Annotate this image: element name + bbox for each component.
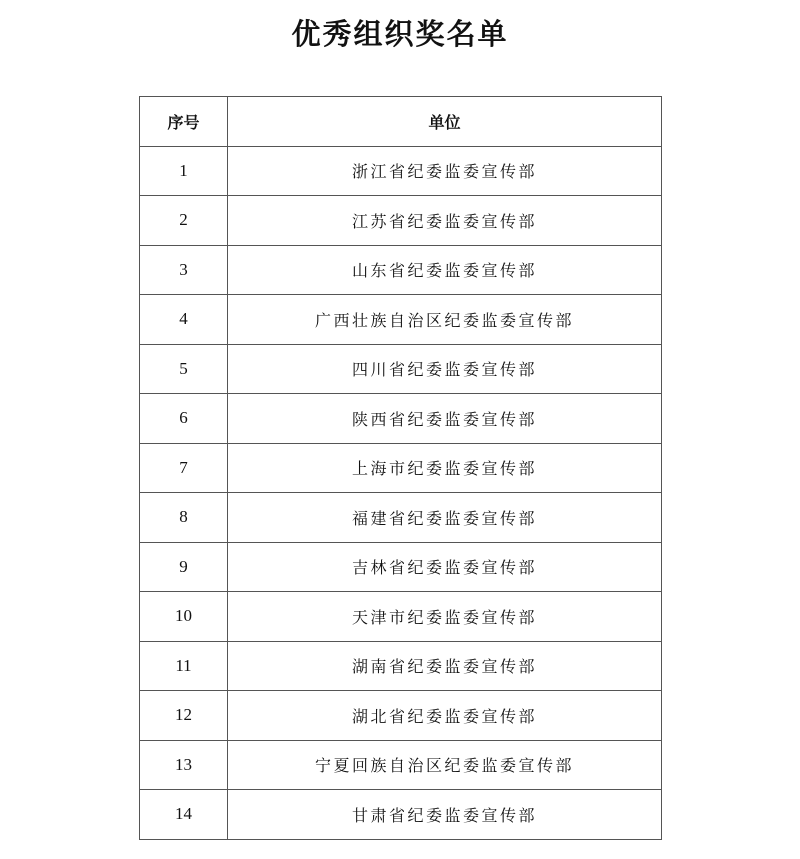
row-index: 9: [140, 542, 228, 592]
row-unit: 湖南省纪委监委宣传部: [228, 641, 662, 691]
award-table: [139, 96, 662, 840]
row-index: 10: [140, 592, 228, 642]
row-index: 12: [140, 691, 228, 741]
row-unit: 江苏省纪委监委宣传部: [228, 196, 662, 246]
row-index: 6: [140, 394, 228, 444]
row-index: 5: [140, 344, 228, 394]
table-row: [140, 740, 662, 790]
table-header-row: [140, 97, 662, 147]
row-unit: 湖北省纪委监委宣传部: [228, 691, 662, 741]
row-unit: 广西壮族自治区纪委监委宣传部: [228, 295, 662, 345]
row-index: 13: [140, 740, 228, 790]
row-unit: 吉林省纪委监委宣传部: [228, 542, 662, 592]
table-row: [140, 443, 662, 493]
row-index: 14: [140, 790, 228, 840]
table-row: [140, 146, 662, 196]
table-row: [140, 295, 662, 345]
page-title: 优秀组织奖名单: [291, 17, 509, 51]
row-unit: 浙江省纪委监委宣传部: [228, 146, 662, 196]
table-row: [140, 344, 662, 394]
row-unit: 甘肃省纪委监委宣传部: [228, 790, 662, 840]
row-unit: 陕西省纪委监委宣传部: [228, 394, 662, 444]
row-unit: 天津市纪委监委宣传部: [228, 592, 662, 642]
row-unit: 山东省纪委监委宣传部: [228, 245, 662, 295]
table-row: [140, 790, 662, 840]
table-row: [140, 245, 662, 295]
row-index: 1: [140, 146, 228, 196]
table-row: [140, 493, 662, 543]
table-row: [140, 196, 662, 246]
row-unit: 福建省纪委监委宣传部: [228, 493, 662, 543]
row-unit: 宁夏回族自治区纪委监委宣传部: [228, 740, 662, 790]
row-index: 2: [140, 196, 228, 246]
row-index: 11: [140, 641, 228, 691]
table-row: [140, 641, 662, 691]
table-row: [140, 394, 662, 444]
table-row: [140, 542, 662, 592]
row-index: 3: [140, 245, 228, 295]
row-index: 8: [140, 493, 228, 543]
row-unit: 四川省纪委监委宣传部: [228, 344, 662, 394]
row-index: 4: [140, 295, 228, 345]
header-unit: 单位: [228, 97, 662, 147]
row-index: 7: [140, 443, 228, 493]
table-row: [140, 592, 662, 642]
header-index: 序号: [140, 97, 228, 147]
table-row: [140, 691, 662, 741]
row-unit: 上海市纪委监委宣传部: [228, 443, 662, 493]
